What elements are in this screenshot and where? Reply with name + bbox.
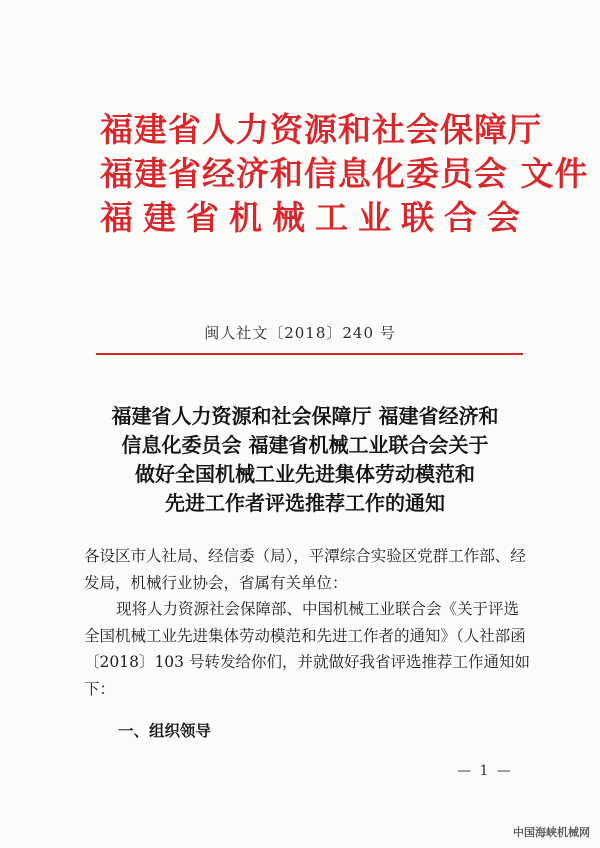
red-divider-line bbox=[96, 353, 523, 355]
header-agency-2: 福建省经济和信息化委员会 文件 bbox=[100, 154, 589, 193]
title-line-4: 先进工作者评选推荐工作的通知 bbox=[165, 491, 445, 515]
issuing-agencies-header bbox=[100, 108, 589, 240]
addressee-paragraph: 各设区市人社局、经信委（局），平潭综合实验区党群工作部、经发局，机械行业协会，省属有关单位： bbox=[84, 547, 526, 592]
header-agency-3: 福建省机械工业联合会 bbox=[100, 198, 530, 237]
title-line-3: 做好全国机械工业先进集体劳动模范和 bbox=[135, 462, 475, 486]
section-heading: 一、组织领导 bbox=[118, 722, 212, 740]
document-title bbox=[70, 402, 540, 518]
page-number: — 1 — bbox=[457, 763, 513, 779]
document-body bbox=[84, 543, 530, 702]
title-line-1: 福建省人力资源和社会保障厅 福建省经济和 bbox=[111, 404, 499, 428]
title-line-2: 信息化委员会 福建省机械工业联合会关于 bbox=[121, 433, 489, 457]
document-number: 闽人社文〔2018〕240 号 bbox=[204, 324, 396, 342]
body-paragraph: 现将人力资源社会保障部、中国机械工业联合会《关于评选全国机械工业先进集体劳动模范和先进工作者的通知》（人社部函〔2018〕103 号转发给你们，并就做好我省评选推荐工作通知如下： bbox=[84, 600, 530, 698]
header-agency-1: 福建省人力资源和社会保障厅 bbox=[100, 110, 542, 149]
site-watermark: 中国海峡机械网 bbox=[513, 826, 590, 839]
